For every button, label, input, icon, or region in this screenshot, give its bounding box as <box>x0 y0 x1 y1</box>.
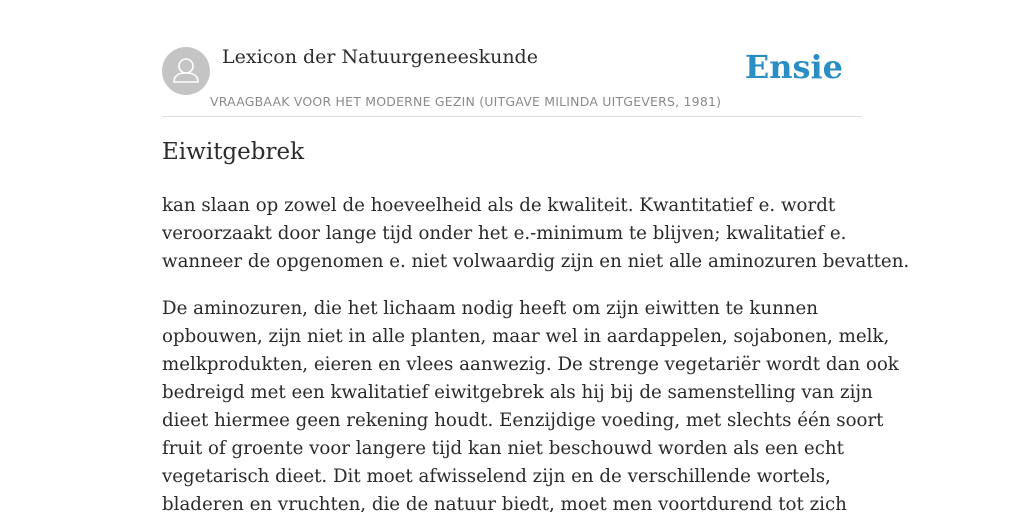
entry-content <box>162 192 910 512</box>
paragraph-1 <box>162 192 910 276</box>
text-line: melkprodukten, eieren en vlees aanwezig. De strenge vegetariër wordt dan ook <box>162 354 899 375</box>
text-line: De aminozuren, die het lichaam nodig heeft om zijn eiwitten te kunnen <box>162 298 818 319</box>
text-line: veroorzaakt door lange tijd onder het e.-minimum te blijven; kwalitatief e. <box>162 223 847 244</box>
paragraph-2 <box>162 295 899 512</box>
text-line: kan slaan op zowel de hoeveelheid als de kwaliteit. Kwantitatief e. wordt <box>162 195 836 216</box>
text-line: dieet hiermee geen rekening houdt. Eenzijdige voeding, met slechts één soort <box>162 410 884 431</box>
brand-logo-link[interactable]: Ensie <box>744 48 843 86</box>
text-line: wanneer de opgenomen e. niet volwaardig zijn en niet alle aminozuren bevatten. <box>162 251 910 272</box>
text-line: vegetarisch dieet. Dit moet afwisselend zijn en de verschillende wortels, <box>162 466 831 487</box>
book-header <box>162 44 862 117</box>
text-line: opbouwen, zijn niet in alle planten, maar wel in aardappelen, sojabonen, melk, <box>162 326 890 347</box>
text-line: bedreigd met een kwalitatief eiwitgebrek als hij bij de samenstelling van zijn <box>162 382 873 403</box>
text-line: fruit of groente voor langere tijd kan niet beschouwd worden als een echt <box>162 438 844 459</box>
text-line: bladeren en vruchten, die de natuur biedt, moet men voortdurend tot zich <box>162 494 847 512</box>
book-subtitle: VRAAGBAAK VOOR HET MODERNE GEZIN (UITGAVE MILINDA UITGEVERS, 1981) <box>210 94 722 109</box>
user-icon-graphic <box>162 47 210 95</box>
book-title[interactable]: Lexicon der Natuurgeneeskunde <box>222 46 538 68</box>
user-icon[interactable] <box>162 47 210 95</box>
entry-title: Eiwitgebrek <box>162 139 305 165</box>
